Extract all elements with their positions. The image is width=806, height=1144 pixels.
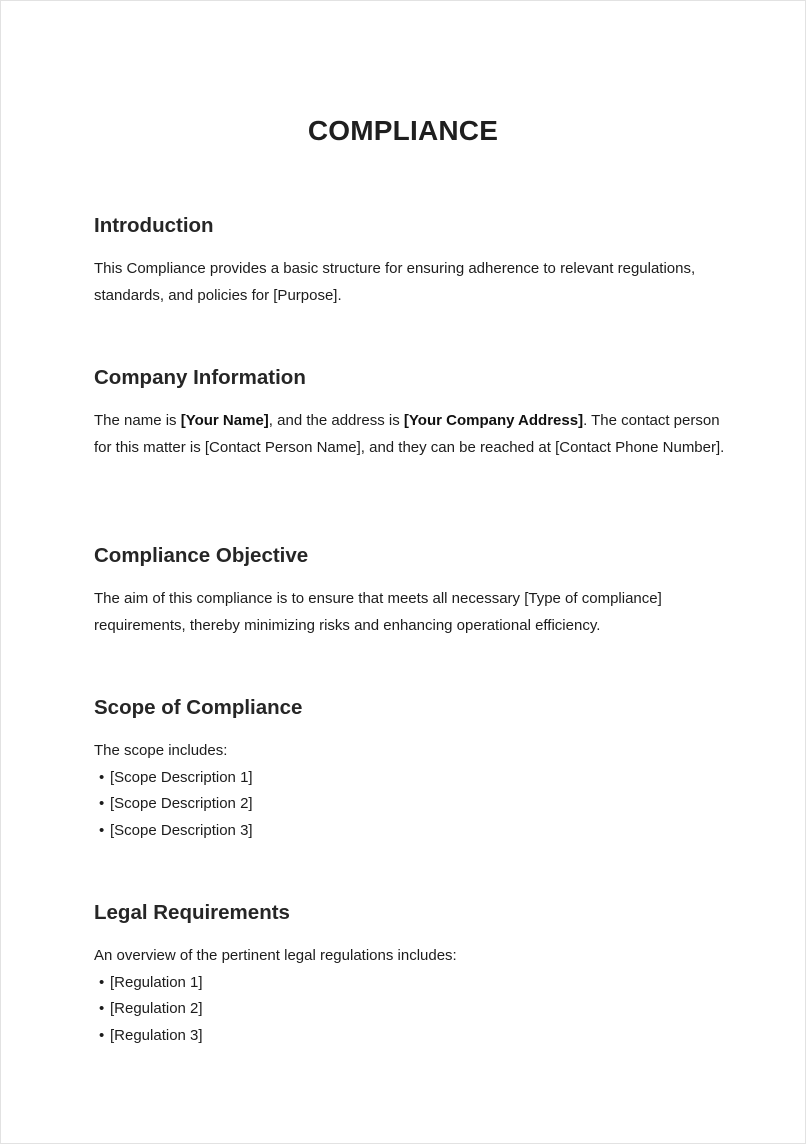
text-fragment: . The contact person for this matter is [Contact Person Name], and they can be reached at [Contact Phone Number]. [94,412,725,456]
company-address-placeholder: [Your Company Address] [403,412,584,429]
list-item-text: [Scope Description 3] [110,821,253,839]
section-text [94,408,734,461]
company-name-placeholder: [Your Name] [180,412,269,429]
bullet-icon: • [99,795,105,812]
list-item-text: [Scope Description 1] [110,768,253,786]
list-item [94,1023,734,1050]
list-item [94,765,734,792]
list-item-text: [Regulation 2] [110,1000,203,1017]
bullet-icon: • [99,1000,105,1017]
bullet-icon: • [99,973,105,991]
regulation-list [94,970,734,1050]
list-item-text: [Scope Description 2] [110,795,253,812]
section-compliance-objective [94,543,734,639]
section-text: This Compliance provides a basic structure for ensuring adherence to relevant regulations, standards, and policies for [Purpose]. [94,260,696,304]
section-heading: Compliance Objective [94,544,309,567]
text-fragment: , and the address is [268,412,404,429]
section-heading: Scope of Compliance [94,696,303,719]
list-item [94,791,734,818]
section-text: The aim of this compliance is to ensure that meets all necessary [Type of compliance] requirements, thereby minimizing risks and enhancing operational efficiency. [94,590,662,634]
text-fragment: The name is [94,412,181,429]
section-heading: Introduction [94,214,214,237]
scope-list [94,765,734,845]
list-item [94,996,734,1023]
section-scope-of-compliance [94,695,734,844]
bullet-icon: • [99,821,105,839]
list-item-text: [Regulation 1] [110,973,203,991]
document-title: COMPLIANCE [307,115,499,146]
list-item [94,970,734,997]
section-intro-text: The scope includes: [94,742,228,759]
section-introduction [94,213,734,309]
section-legal-requirements [94,900,734,1049]
bullet-icon: • [99,768,105,786]
section-company-information [94,365,734,461]
list-item [94,818,734,845]
section-heading: Legal Requirements [94,901,290,924]
list-item-text: [Regulation 3] [110,1026,203,1044]
bullet-icon: • [99,1026,105,1044]
section-intro-text: An overview of the pertinent legal regulations includes: [94,947,457,964]
section-heading: Company Information [94,366,306,389]
